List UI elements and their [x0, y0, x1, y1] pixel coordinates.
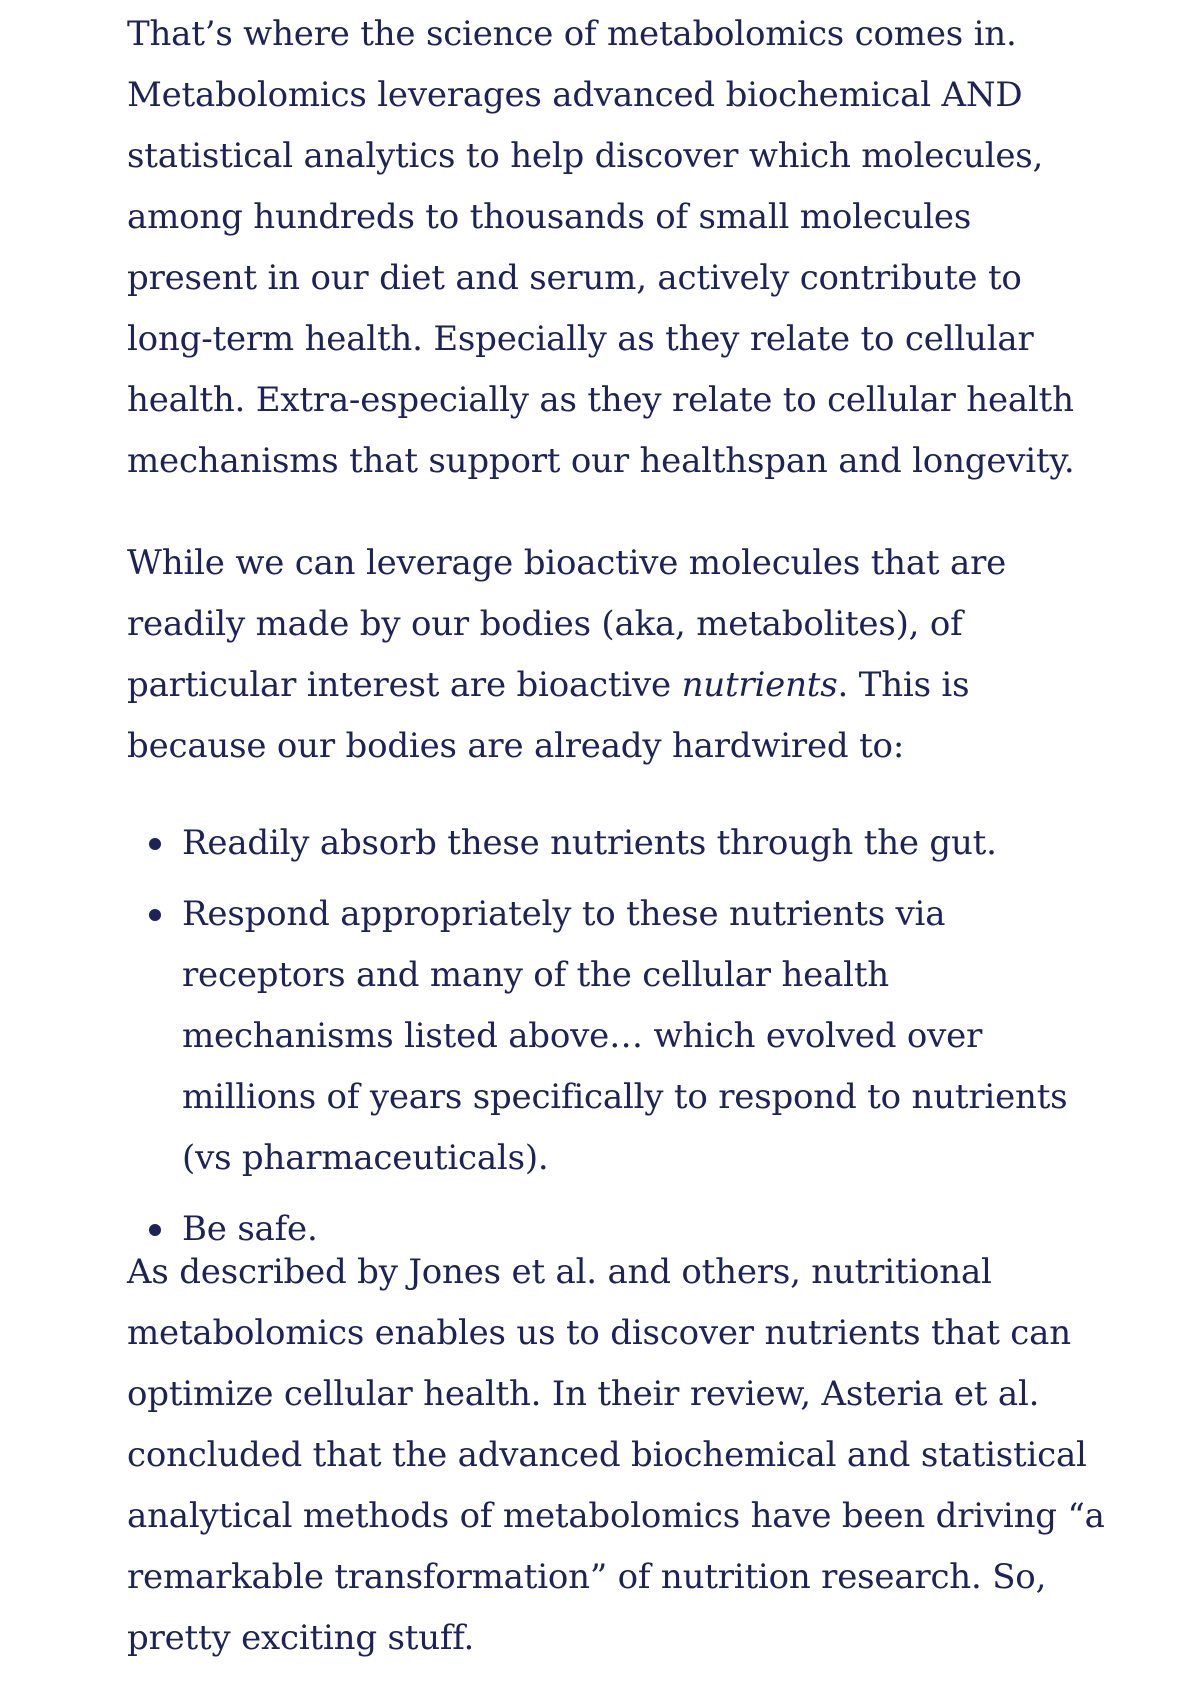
- paragraph-metabolomics-intro: That’s where the science of metabolomics comes in. Metabolomics leverages advanced biochemical AND statistical analytics to help discover which molecules, among hundreds to thousands of small molecules present in our diet and serum, actively contribute to long-term health. Especially as they relate to cellular health. Extra-especially as they relate to cellular health mechanisms that support our healthspan and longevity.: [127, 14, 1075, 481]
- bullet-dot-icon: [149, 909, 161, 921]
- bullet-dot-icon: [149, 1224, 161, 1236]
- list-item-text: Be safe.: [182, 1209, 318, 1249]
- list-item: [127, 884, 1107, 1189]
- bullet-dot-icon: [149, 838, 161, 850]
- list-item: [127, 813, 1107, 874]
- list-item-text: Readily absorb these nutrients through the gut.: [182, 823, 997, 863]
- list-item-text: Respond appropriately to these nutrients via receptors and many of the cellular health mechanisms listed above… which evolved over millions of years specifically to respond to nutrients (vs pharmaceuticals).: [182, 894, 1068, 1178]
- paragraph-nutritional-metabolomics: As described by Jones et al. and others, nutritional metabolomics enables us to discover nutrients that can optimize cellular health. In their review, Asteria et al. concluded that the advanced biochemical and statistical analytical methods of metabolomics have been driving “a remarkable transformation” of nutrition research. So, pretty exciting stuff.: [127, 1252, 1105, 1658]
- emphasis-nutrients: nutrients: [681, 665, 838, 705]
- paragraph-bioactive-nutrients: [127, 533, 1107, 777]
- hardwired-list: [127, 813, 1107, 1270]
- paragraph-text: . This is because our bodies are already hardwired to:: [127, 665, 970, 766]
- paragraph-text: While we can leverage bioactive molecules that are readily made by our bodies (aka, metabolites), of particular interest are bioactive: [127, 543, 1007, 705]
